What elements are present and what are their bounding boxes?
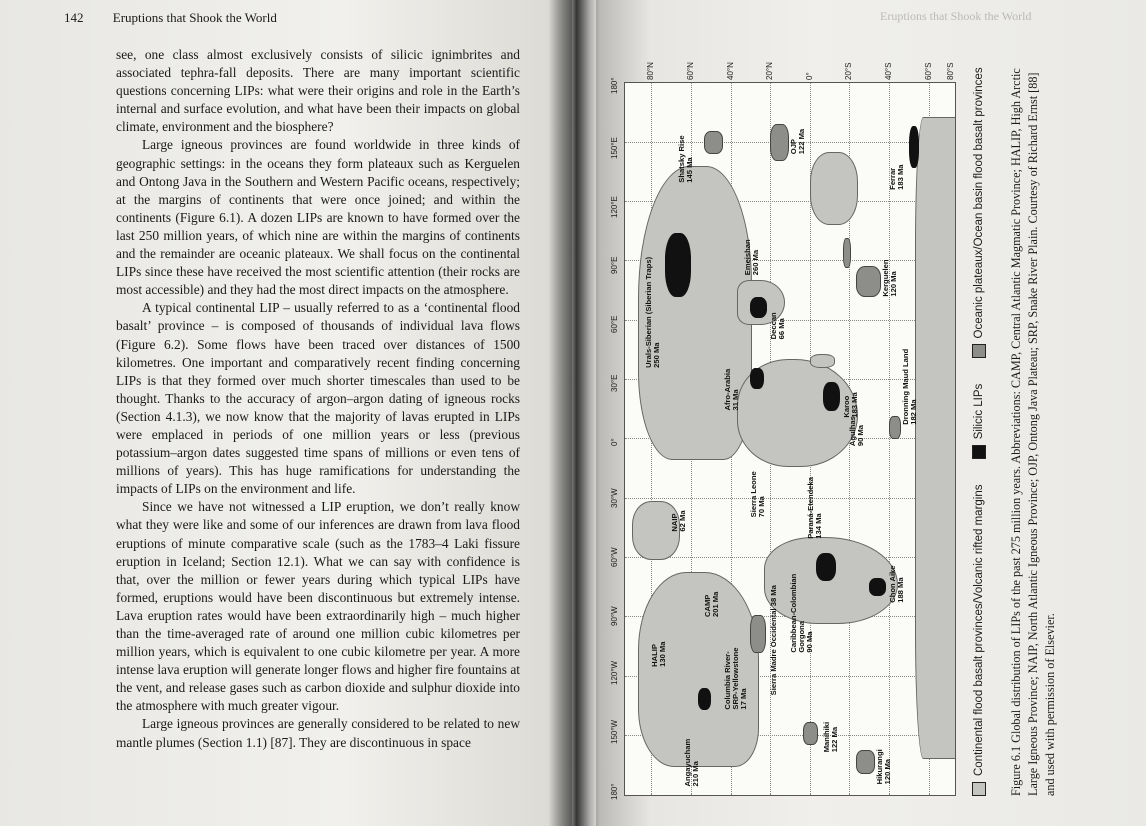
map-label: Urals-Siberian (Siberian Traps) 250 Ma [643,256,661,368]
lat-tick: 60°S [924,62,933,80]
map-label: CAMP 201 Ma [703,591,721,617]
lip-hikurangi [856,750,875,773]
map-label: Shatsky Rise 145 Ma [676,135,694,183]
lon-tick: 60°E [610,315,619,333]
map-label: Manihiki 122 Ma [822,721,839,753]
running-head [64,10,277,26]
map-label: Hikurangi 120 Ma [874,749,892,785]
map-label: Deccan 66 Ma [769,312,787,340]
map-label: Paraná-Etendeka 134 Ma [805,477,823,539]
lip-maud-rise [889,416,901,439]
map-label: NAIP 62 Ma [670,510,688,532]
lon-tick: 0° [610,438,619,446]
book-gutter-shadow [548,0,600,826]
lip-shatsky-rise [704,131,723,154]
running-head-title: Eruptions that Shook the World [112,10,277,25]
lon-tick: 120°W [610,660,619,685]
lon-tick: 90°W [610,606,619,626]
lat-tick: 80°N [646,62,655,80]
lip-manihiki [803,722,818,745]
lip-broken-ridge [843,238,852,268]
map-label: OJP 122 Ma [789,128,806,155]
lat-tick: 80°S [946,62,955,80]
paragraph: Large igneous provinces are found worldwide in three kinds of geographic settings: in the oceans they form plateaux such as Kerguelen and Ontong Java in the Southern and Western Pacific oceans, respectively; at the margins of continents that were once joined; and within the continents (Figure 6.1). A dozen LIPs are known to have formed over the last 250 million years, of which nine are within the margins of continents and the remainder are oceanic plateaux. We shall focus on the continental LIPs since these have received the most scientific attention (their rocks are most accessible) and they had the most direct impacts on the atmosphere. [116,137,520,298]
map-legend [972,67,994,796]
lip-caribbean [750,615,765,653]
map-label: Angayucham 210 Ma [683,738,701,787]
map-label: Afro-Arabia 31 Ma [723,368,740,411]
lip-ferrar [909,126,919,169]
lat-tick: 20°N [765,62,774,80]
lat-tick: 0° [805,72,814,80]
map-label: Emeishan 260 Ma [742,239,760,276]
lon-tick: 180° [610,77,619,94]
lip-parana [816,553,836,581]
legend-label: Silicic LIPs [973,383,985,440]
lip-ontong-java [770,124,789,162]
lip-chon-aike [869,578,886,596]
map-label: Sierra Madre Occidental 38 Ma [769,585,779,696]
legend-swatch [972,782,986,796]
legend-label: Oceanic plateaux/Ocean basin flood basalt provinces [973,67,985,339]
world-map [624,82,956,796]
map-label: HALIP 130 Ma [650,641,668,667]
legend-item [972,485,986,797]
map-label: Columbia River- SRP-Yellowstone 17 Ma [723,647,748,710]
lat-tick: 40°N [726,62,735,80]
lon-tick: 120°E [610,196,619,218]
legend-item [972,67,986,358]
map-label: Sierra Leone 70 Ma [749,471,767,518]
lon-tick: 150°W [610,719,619,744]
lon-tick: 30°W [610,488,619,508]
legend-label: Continental flood basalt provinces/Volcanic rifted margins [973,484,985,776]
paragraph: Large igneous provinces are generally considered to be related to new mantle plumes (Section 1.1) [87]. They are discontinuous in space [116,716,520,750]
map-label: Karoo 183 Ma [841,392,859,418]
paragraph: see, one class almost exclusively consists of silicic ignimbrites and associated tephra-fall deposits. There are many important scientific questions concerning LIPs: what were their origins and role in the Earth’s internal and surface evolution, and what have been their impacts on global climate, environment and the biosphere? [116,47,520,135]
lat-tick: 60°N [686,62,695,80]
lip-afro-arabia [750,368,763,389]
madagascar [810,354,835,367]
legend-swatch [972,445,986,459]
lip-karoo [823,382,840,410]
map-label: Caribbean-Colombian Gorgona 90 Ma [789,573,814,653]
legend-swatch [972,344,986,358]
lat-tick: 20°S [844,62,853,80]
lon-tick: 30°E [610,374,619,392]
lat-tick: 40°S [884,62,893,80]
lon-tick: 90°E [610,256,619,274]
map-label: Chon Aike 188 Ma [888,565,905,603]
figure-rotated-content [600,20,1140,820]
map-label: Agulhas 90 Ma [848,416,866,447]
legend-item [972,384,986,460]
antarctica [915,117,956,760]
lip-siberian-traps [665,233,691,297]
lon-tick: 60°W [610,547,619,567]
paragraph: A typical continental LIP – usually referred to as a ‘continental flood basalt’ province – is composed of thousands of individual lava flows (Figure 6.2). Some flows have been traced over distances of 1500 kilometres. One important and comparatively recent finding concerning LIPs is that they formed over much shorter timescales than used to be thought. Thanks to the accuracy of argon–argon dating of igneous rocks (Section 4.1.3), we now know that the majority of lavas erupted in LIPs were emplaced in periods of one million years or less (previous potassium–argon dates suggested time spans of millions or even tens of millions of years). This has huge ramifications for understanding the impacts of LIPs on the environment and life. [116,300,520,497]
figure-caption: Figure 6.1 Global distribution of LIPs of the past 275 million years. Abbreviations: CAMP, Central Atlantic Magmatic Province; HALIP, High Arctic Large Igneous Province; NAIP, North Atlantic Igneous Province; OJP, Ontong Java Plateau; SRP, Snake River Plain. Courtesy of Richard Ernst [88] and used with permission of Elsevier. [1009,68,1057,796]
map-label: Kerguelen 120 Ma [881,259,899,297]
bleed-through-heading: Eruptions that Shook the World [880,9,1032,23]
australia [810,152,858,225]
left-page [0,0,572,826]
figure-6-1 [600,20,1140,820]
page-number: 142 [64,10,84,25]
lip-kerguelen [856,266,881,296]
map-label: Ferrar 183 Ma [888,164,905,190]
map-label: Dronning Maud Land 182 Ma [901,348,919,425]
lip-columbia-river [698,688,711,709]
lon-tick: 180° [610,783,619,800]
lon-tick: 150°E [610,137,619,159]
body-text [116,46,520,752]
lip-deccan [750,297,767,318]
paragraph: Since we have not witnessed a LIP eruption, we don’t really know what they were like and some of our inferences are drawn from lava flood eruptions of minute comparative scale (such as the 1783–4 Laki fissure eruption in Iceland; Section 12.1). What we can say with confidence is that, over the million or fewer years during which typical LIPs have formed, eruptions would have been discontinuous but extremely intense. Lava eruption rates would have been extraordinarily high – much higher than the time-averaged rate of around one million cubic kilometres per million years, which is equivalent to one cubic kilometre per year. A more intense lava eruption will generate longer flows and higher fire fountains at the vent, and release gases such as carbon dioxide and sulphur dioxide into the atmosphere with much greater vigour. [116,499,520,714]
